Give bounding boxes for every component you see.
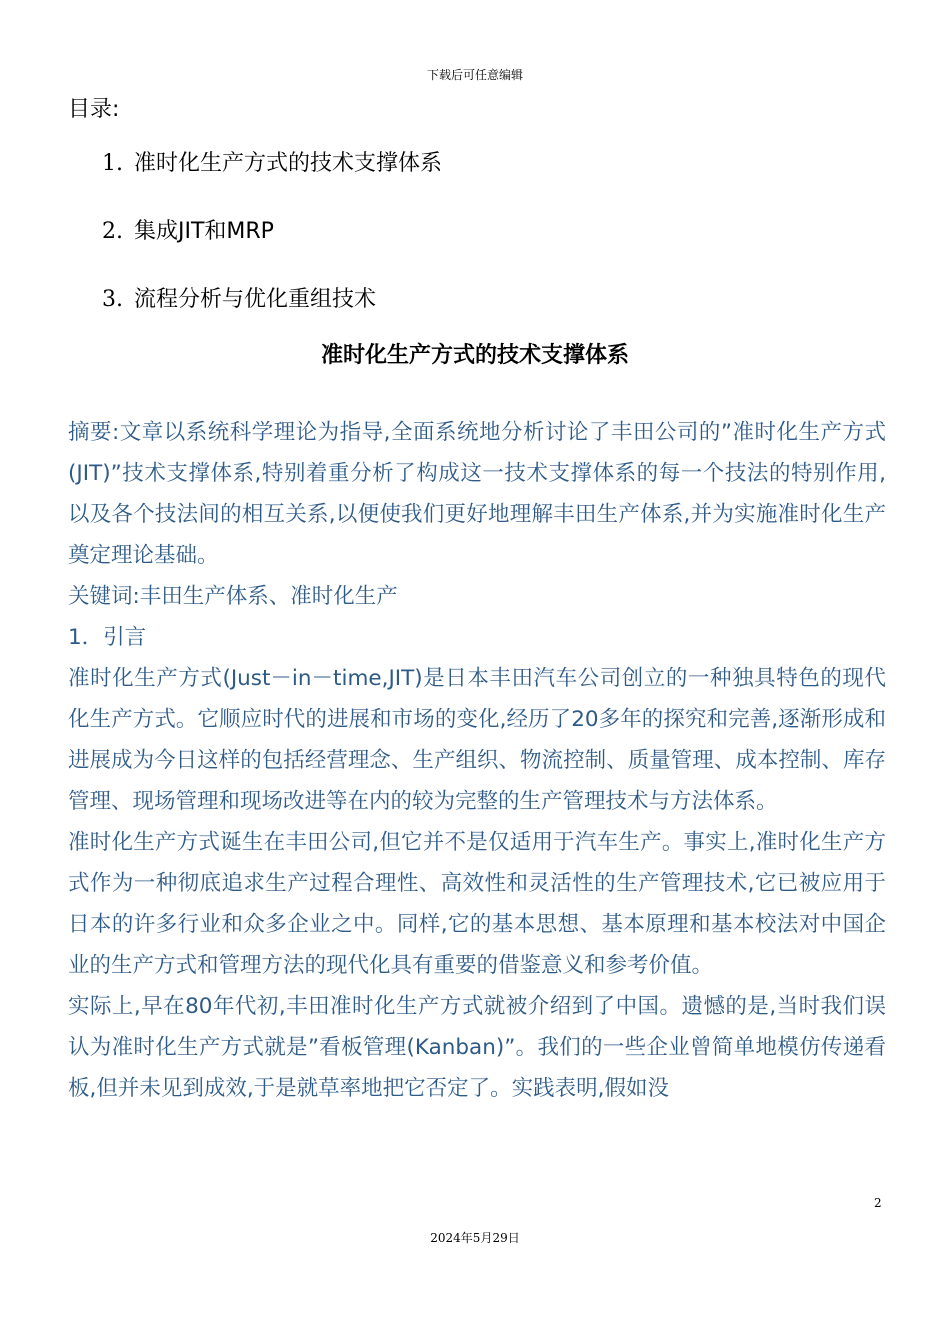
body-paragraph: 准时化生产方式(Just－in－time,JIT)是日本丰田汽车公司创立的一种独具特色的现代化生产方式。它顺应时代的进展和市场的变化,经历了20多年的探究和完善,逐渐形成和进展成为今日这样的包括经营理念、生产组织、物流控制、质量管理、成本控制、库存管理、现场管理和现场改进等在内的较为完整的生产管理技术与方法体系。 [68,666,886,814]
section-heading: 1．引言 [68,625,147,650]
toc-item [102,146,442,177]
toc-item-label: 准时化生产方式的技术支撑体系 [134,151,443,176]
page-number: 2 [874,1196,882,1210]
article-body [68,412,886,1109]
toc-item-label: 集成JIT和MRP [134,219,274,244]
body-paragraph: 实际上,早在80年代初,丰田准时化生产方式就被介绍到了中国。遗憾的是,当时我们误认为准时化生产方式就是”看板管理(Kanban)”。我们的一些企业曾简单地模仿传递看板,但并未见到成效,于是就草率地把它否定了。实践表明,假如没 [68,994,886,1101]
article-title: 准时化生产方式的技术支撑体系 [320,343,629,368]
header-note: 下载后可任意编辑 [426,68,523,82]
toc-item [102,282,376,313]
footer-date: 2024年5月29日 [430,1231,520,1245]
toc-item-number: 2. [102,219,123,244]
toc-item-number: 1. [102,151,123,176]
keywords-line: 关键词:丰田生产体系、准时化生产 [68,584,398,609]
toc-item-number: 3. [102,287,123,312]
toc-item-label: 流程分析与优化重组技术 [134,287,377,312]
body-paragraph: 准时化生产方式诞生在丰田公司,但它并不是仅适用于汽车生产。事实上,准时化生产方式作为一种彻底追求生产过程合理性、高效性和灵活性的生产管理技术,它已被应用于日本的许多行业和众多企业之中。同样,它的基本思想、基本原理和基本校法对中国企业的生产方式和管理方法的现代化具有重要的借鉴意义和参考价值。 [68,830,886,978]
toc-title: 目录: [68,97,120,122]
toc-item [102,214,274,245]
abstract-paragraph: 摘要:文章以系统科学理论为指导,全面系统地分析讨论了丰田公司的”准时化生产方式(JIT)”技术支撑体系,特别着重分析了构成这一技术支撑体系的每一个技法的特别作用,以及各个技法间的相互关系,以便使我们更好地理解丰田生产体系,并为实施准时化生产奠定理论基础。 [68,420,886,568]
